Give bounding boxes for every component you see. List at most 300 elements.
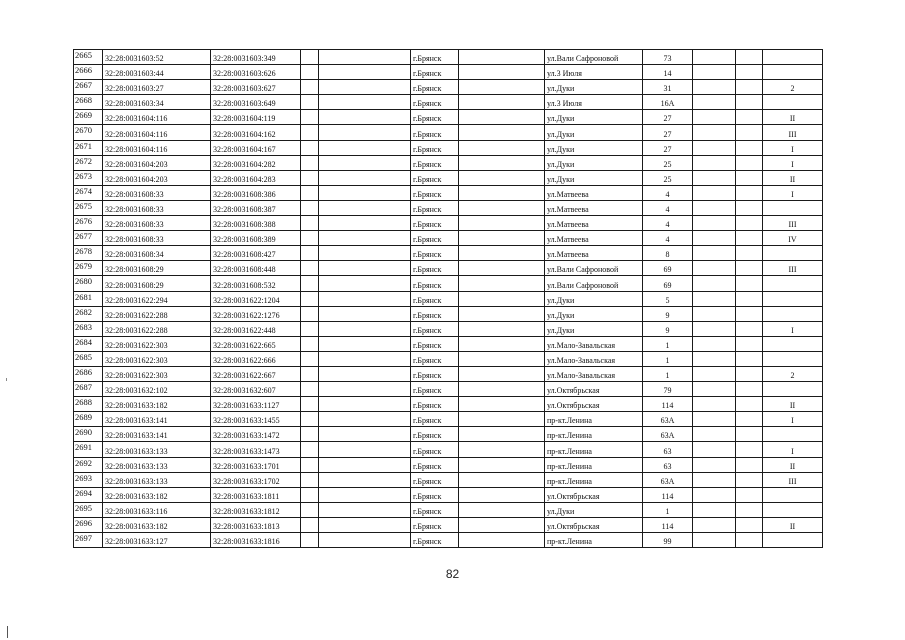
empty-cell <box>736 155 763 170</box>
house-number-cell: 63А <box>643 472 693 487</box>
street-cell: ул.Дуки <box>545 110 643 125</box>
street-cell: пр-кт.Ленина <box>545 457 643 472</box>
empty-cell <box>459 336 545 351</box>
empty-cell <box>693 412 736 427</box>
street-cell: ул.Октябрьская <box>545 397 643 412</box>
land-cadastral-number-cell: 32:28:0031608:33 <box>103 185 211 200</box>
city-cell: г.Брянск <box>411 246 459 261</box>
house-number-cell: 63А <box>643 412 693 427</box>
apartment-cell <box>763 65 823 80</box>
apartment-cell: I <box>763 321 823 336</box>
land-cadastral-number-cell: 32:28:0031633:133 <box>103 472 211 487</box>
object-cadastral-number-cell: 32:28:0031633:1702 <box>211 472 301 487</box>
empty-cell <box>319 502 411 517</box>
object-cadastral-number-cell: 32:28:0031633:1816 <box>211 533 301 548</box>
house-number-cell: 9 <box>643 321 693 336</box>
empty-cell <box>301 291 319 306</box>
empty-cell <box>319 276 411 291</box>
city-cell: г.Брянск <box>411 200 459 215</box>
object-cadastral-number-cell: 32:28:0031622:1276 <box>211 306 301 321</box>
land-cadastral-number-cell: 32:28:0031633:116 <box>103 502 211 517</box>
row-number-cell: 2688 <box>74 397 103 412</box>
table-row <box>74 412 823 427</box>
empty-cell <box>693 276 736 291</box>
empty-cell <box>459 382 545 397</box>
apartment-cell: I <box>763 442 823 457</box>
city-cell: г.Брянск <box>411 442 459 457</box>
empty-cell <box>459 110 545 125</box>
house-number-cell: 1 <box>643 366 693 381</box>
apartment-cell: II <box>763 517 823 532</box>
apartment-cell <box>763 351 823 366</box>
city-cell: г.Брянск <box>411 65 459 80</box>
empty-cell <box>693 457 736 472</box>
row-number-cell: 2697 <box>74 533 103 548</box>
city-cell: г.Брянск <box>411 351 459 366</box>
city-cell: г.Брянск <box>411 140 459 155</box>
house-number-cell: 5 <box>643 291 693 306</box>
table-row <box>74 366 823 381</box>
city-cell: г.Брянск <box>411 336 459 351</box>
empty-cell <box>459 306 545 321</box>
row-number-cell: 2672 <box>74 155 103 170</box>
table-row <box>74 306 823 321</box>
empty-cell <box>459 427 545 442</box>
city-cell: г.Брянск <box>411 487 459 502</box>
empty-cell <box>301 397 319 412</box>
object-cadastral-number-cell: 32:28:0031633:1812 <box>211 502 301 517</box>
empty-cell <box>693 487 736 502</box>
row-number-cell: 2681 <box>74 291 103 306</box>
land-cadastral-number-cell: 32:28:0031622:288 <box>103 321 211 336</box>
empty-cell <box>736 125 763 140</box>
empty-cell <box>693 261 736 276</box>
land-cadastral-number-cell: 32:28:0031604:116 <box>103 125 211 140</box>
page-number: 82 <box>445 567 460 581</box>
empty-cell <box>319 412 411 427</box>
empty-cell <box>319 306 411 321</box>
table-row <box>74 472 823 487</box>
apartment-cell: I <box>763 155 823 170</box>
city-cell: г.Брянск <box>411 110 459 125</box>
object-cadastral-number-cell: 32:28:0031622:667 <box>211 366 301 381</box>
empty-cell <box>693 170 736 185</box>
street-cell: пр-кт.Ленина <box>545 472 643 487</box>
table-row <box>74 276 823 291</box>
street-cell: ул.Дуки <box>545 321 643 336</box>
row-number-cell: 2687 <box>74 382 103 397</box>
house-number-cell: 9 <box>643 306 693 321</box>
apartment-cell: I <box>763 185 823 200</box>
house-number-cell: 27 <box>643 125 693 140</box>
street-cell: ул.Матвеева <box>545 231 643 246</box>
empty-cell <box>693 110 736 125</box>
property-registry-table <box>73 49 823 548</box>
street-cell: ул.Матвеева <box>545 246 643 261</box>
street-cell: ул.Мало-Завальская <box>545 336 643 351</box>
empty-cell <box>459 140 545 155</box>
empty-cell <box>736 502 763 517</box>
empty-cell <box>319 216 411 231</box>
apartment-cell <box>763 427 823 442</box>
house-number-cell: 73 <box>643 50 693 65</box>
apartment-cell: II <box>763 170 823 185</box>
empty-cell <box>693 306 736 321</box>
street-cell: ул.3 Июля <box>545 95 643 110</box>
empty-cell <box>459 80 545 95</box>
land-cadastral-number-cell: 32:28:0031622:303 <box>103 336 211 351</box>
land-cadastral-number-cell: 32:28:0031608:33 <box>103 216 211 231</box>
city-cell: г.Брянск <box>411 412 459 427</box>
object-cadastral-number-cell: 32:28:0031633:1472 <box>211 427 301 442</box>
empty-cell <box>301 246 319 261</box>
empty-cell <box>693 427 736 442</box>
row-number-cell: 2671 <box>74 140 103 155</box>
house-number-cell: 27 <box>643 140 693 155</box>
empty-cell <box>693 80 736 95</box>
street-cell: ул.Октябрьская <box>545 382 643 397</box>
city-cell: г.Брянск <box>411 170 459 185</box>
land-cadastral-number-cell: 32:28:0031622:303 <box>103 366 211 381</box>
empty-cell <box>736 412 763 427</box>
empty-cell <box>693 382 736 397</box>
street-cell: ул.Дуки <box>545 80 643 95</box>
street-cell: пр-кт.Ленина <box>545 533 643 548</box>
object-cadastral-number-cell: 32:28:0031608:389 <box>211 231 301 246</box>
row-number-cell: 2693 <box>74 472 103 487</box>
empty-cell <box>693 336 736 351</box>
city-cell: г.Брянск <box>411 50 459 65</box>
empty-cell <box>301 351 319 366</box>
empty-cell <box>301 110 319 125</box>
land-cadastral-number-cell: 32:28:0031608:29 <box>103 261 211 276</box>
table-row <box>74 397 823 412</box>
row-number-cell: 2673 <box>74 170 103 185</box>
empty-cell <box>693 231 736 246</box>
apartment-cell: III <box>763 216 823 231</box>
empty-cell <box>693 321 736 336</box>
empty-cell <box>319 231 411 246</box>
table-row <box>74 216 823 231</box>
empty-cell <box>301 80 319 95</box>
empty-cell <box>459 125 545 140</box>
empty-cell <box>301 216 319 231</box>
row-number-cell: 2670 <box>74 125 103 140</box>
table-row <box>74 231 823 246</box>
object-cadastral-number-cell: 32:28:0031608:387 <box>211 200 301 215</box>
house-number-cell: 114 <box>643 487 693 502</box>
house-number-cell: 79 <box>643 382 693 397</box>
empty-cell <box>736 170 763 185</box>
house-number-cell: 114 <box>643 517 693 532</box>
empty-cell <box>736 276 763 291</box>
empty-cell <box>459 457 545 472</box>
empty-cell <box>693 366 736 381</box>
empty-cell <box>459 200 545 215</box>
empty-cell <box>319 366 411 381</box>
city-cell: г.Брянск <box>411 155 459 170</box>
land-cadastral-number-cell: 32:28:0031622:303 <box>103 351 211 366</box>
row-number-cell: 2682 <box>74 306 103 321</box>
city-cell: г.Брянск <box>411 216 459 231</box>
street-cell: ул.Октябрьская <box>545 517 643 532</box>
city-cell: г.Брянск <box>411 472 459 487</box>
empty-cell <box>319 442 411 457</box>
table-row <box>74 246 823 261</box>
row-number-cell: 2676 <box>74 216 103 231</box>
land-cadastral-number-cell: 32:28:0031603:52 <box>103 50 211 65</box>
empty-cell <box>693 65 736 80</box>
street-cell: ул.Дуки <box>545 502 643 517</box>
land-cadastral-number-cell: 32:28:0031633:182 <box>103 517 211 532</box>
object-cadastral-number-cell: 32:28:0031622:666 <box>211 351 301 366</box>
empty-cell <box>736 306 763 321</box>
empty-cell <box>736 351 763 366</box>
street-cell: ул.Матвеева <box>545 216 643 231</box>
apartment-cell: III <box>763 125 823 140</box>
empty-cell <box>301 472 319 487</box>
empty-cell <box>301 517 319 532</box>
empty-cell <box>736 517 763 532</box>
table-row <box>74 442 823 457</box>
house-number-cell: 63 <box>643 442 693 457</box>
table-row <box>74 261 823 276</box>
house-number-cell: 1 <box>643 351 693 366</box>
empty-cell <box>301 95 319 110</box>
city-cell: г.Брянск <box>411 502 459 517</box>
empty-cell <box>736 216 763 231</box>
land-cadastral-number-cell: 32:28:0031603:44 <box>103 65 211 80</box>
empty-cell <box>736 397 763 412</box>
object-cadastral-number-cell: 32:28:0031603:626 <box>211 65 301 80</box>
empty-cell <box>301 170 319 185</box>
table-row <box>74 110 823 125</box>
empty-cell <box>736 200 763 215</box>
apartment-cell: II <box>763 110 823 125</box>
object-cadastral-number-cell: 32:28:0031633:1813 <box>211 517 301 532</box>
apartment-cell <box>763 200 823 215</box>
empty-cell <box>459 246 545 261</box>
street-cell: ул.Дуки <box>545 306 643 321</box>
house-number-cell: 99 <box>643 533 693 548</box>
house-number-cell: 63 <box>643 457 693 472</box>
table-row <box>74 321 823 336</box>
land-cadastral-number-cell: 32:28:0031604:116 <box>103 140 211 155</box>
table-row <box>74 351 823 366</box>
house-number-cell: 25 <box>643 170 693 185</box>
apartment-cell <box>763 336 823 351</box>
street-cell: ул.Дуки <box>545 291 643 306</box>
empty-cell <box>693 125 736 140</box>
object-cadastral-number-cell: 32:28:0031633:1701 <box>211 457 301 472</box>
table-row <box>74 95 823 110</box>
row-number-cell: 2685 <box>74 351 103 366</box>
empty-cell <box>693 351 736 366</box>
empty-cell <box>301 231 319 246</box>
row-number-cell: 2678 <box>74 246 103 261</box>
table-row <box>74 502 823 517</box>
apartment-cell <box>763 276 823 291</box>
street-cell: ул.3 Июля <box>545 65 643 80</box>
empty-cell <box>301 457 319 472</box>
empty-cell <box>693 472 736 487</box>
empty-cell <box>736 472 763 487</box>
object-cadastral-number-cell: 32:28:0031603:649 <box>211 95 301 110</box>
house-number-cell: 14 <box>643 65 693 80</box>
apartment-cell <box>763 487 823 502</box>
table-row <box>74 457 823 472</box>
empty-cell <box>301 366 319 381</box>
object-cadastral-number-cell: 32:28:0031622:1204 <box>211 291 301 306</box>
street-cell: ул.Дуки <box>545 155 643 170</box>
empty-cell <box>459 533 545 548</box>
object-cadastral-number-cell: 32:28:0031633:1811 <box>211 487 301 502</box>
empty-cell <box>301 200 319 215</box>
land-cadastral-number-cell: 32:28:0031603:34 <box>103 95 211 110</box>
row-number-cell: 2683 <box>74 321 103 336</box>
apartment-cell: II <box>763 457 823 472</box>
empty-cell <box>693 185 736 200</box>
row-number-cell: 2684 <box>74 336 103 351</box>
empty-cell <box>301 533 319 548</box>
table-row <box>74 50 823 65</box>
empty-cell <box>319 382 411 397</box>
apartment-cell <box>763 502 823 517</box>
row-number-cell: 2669 <box>74 110 103 125</box>
empty-cell <box>319 246 411 261</box>
table-row <box>74 80 823 95</box>
empty-cell <box>319 170 411 185</box>
object-cadastral-number-cell: 32:28:0031608:427 <box>211 246 301 261</box>
empty-cell <box>693 517 736 532</box>
object-cadastral-number-cell: 32:28:0031633:1127 <box>211 397 301 412</box>
apartment-cell <box>763 246 823 261</box>
empty-cell <box>736 336 763 351</box>
empty-cell <box>319 472 411 487</box>
house-number-cell: 69 <box>643 276 693 291</box>
empty-cell <box>459 261 545 276</box>
city-cell: г.Брянск <box>411 125 459 140</box>
city-cell: г.Брянск <box>411 306 459 321</box>
row-number-cell: 2689 <box>74 412 103 427</box>
table-row <box>74 382 823 397</box>
empty-cell <box>301 306 319 321</box>
table-row <box>74 336 823 351</box>
table-row <box>74 200 823 215</box>
house-number-cell: 31 <box>643 80 693 95</box>
empty-cell <box>459 231 545 246</box>
empty-cell <box>736 487 763 502</box>
house-number-cell: 4 <box>643 185 693 200</box>
city-cell: г.Брянск <box>411 231 459 246</box>
apartment-cell: 2 <box>763 80 823 95</box>
table-row <box>74 155 823 170</box>
empty-cell <box>301 382 319 397</box>
apartment-cell: IV <box>763 231 823 246</box>
empty-cell <box>301 185 319 200</box>
city-cell: г.Брянск <box>411 366 459 381</box>
empty-cell <box>459 502 545 517</box>
row-number-cell: 2695 <box>74 502 103 517</box>
empty-cell <box>319 110 411 125</box>
empty-cell <box>301 125 319 140</box>
apartment-cell: 2 <box>763 366 823 381</box>
apartment-cell <box>763 306 823 321</box>
city-cell: г.Брянск <box>411 533 459 548</box>
empty-cell <box>736 261 763 276</box>
house-number-cell: 8 <box>643 246 693 261</box>
row-number-cell: 2686 <box>74 366 103 381</box>
empty-cell <box>301 336 319 351</box>
empty-cell <box>736 382 763 397</box>
empty-cell <box>301 321 319 336</box>
empty-cell <box>319 125 411 140</box>
empty-cell <box>459 276 545 291</box>
apartment-cell <box>763 291 823 306</box>
street-cell: ул.Вали Сафроновой <box>545 261 643 276</box>
land-cadastral-number-cell: 32:28:0031633:182 <box>103 487 211 502</box>
empty-cell <box>459 185 545 200</box>
empty-cell <box>736 442 763 457</box>
street-cell: пр-кт.Ленина <box>545 412 643 427</box>
house-number-cell: 63А <box>643 427 693 442</box>
land-cadastral-number-cell: 32:28:0031608:34 <box>103 246 211 261</box>
table-row <box>74 185 823 200</box>
empty-cell <box>301 65 319 80</box>
city-cell: г.Брянск <box>411 457 459 472</box>
city-cell: г.Брянск <box>411 185 459 200</box>
row-number-cell: 2694 <box>74 487 103 502</box>
scan-edge-dot <box>6 378 7 381</box>
street-cell: ул.Мало-Завальская <box>545 351 643 366</box>
table-row <box>74 487 823 502</box>
land-cadastral-number-cell: 32:28:0031622:294 <box>103 291 211 306</box>
apartment-cell <box>763 533 823 548</box>
city-cell: г.Брянск <box>411 80 459 95</box>
land-cadastral-number-cell: 32:28:0031603:27 <box>103 80 211 95</box>
street-cell: ул.Дуки <box>545 140 643 155</box>
street-cell: ул.Вали Сафроновой <box>545 50 643 65</box>
registry-body <box>74 50 823 548</box>
empty-cell <box>301 276 319 291</box>
empty-cell <box>693 246 736 261</box>
city-cell: г.Брянск <box>411 95 459 110</box>
house-number-cell: 1 <box>643 502 693 517</box>
object-cadastral-number-cell: 32:28:0031608:532 <box>211 276 301 291</box>
row-number-cell: 2674 <box>74 185 103 200</box>
empty-cell <box>693 95 736 110</box>
city-cell: г.Брянск <box>411 276 459 291</box>
apartment-cell: II <box>763 397 823 412</box>
empty-cell <box>301 442 319 457</box>
apartment-cell: I <box>763 412 823 427</box>
empty-cell <box>459 291 545 306</box>
empty-cell <box>319 487 411 502</box>
empty-cell <box>736 246 763 261</box>
house-number-cell: 114 <box>643 397 693 412</box>
empty-cell <box>693 502 736 517</box>
empty-cell <box>319 457 411 472</box>
street-cell: ул.Дуки <box>545 125 643 140</box>
empty-cell <box>736 321 763 336</box>
apartment-cell <box>763 50 823 65</box>
house-number-cell: 25 <box>643 155 693 170</box>
city-cell: г.Брянск <box>411 321 459 336</box>
empty-cell <box>319 336 411 351</box>
empty-cell <box>736 65 763 80</box>
empty-cell <box>459 397 545 412</box>
object-cadastral-number-cell: 32:28:0031633:1473 <box>211 442 301 457</box>
